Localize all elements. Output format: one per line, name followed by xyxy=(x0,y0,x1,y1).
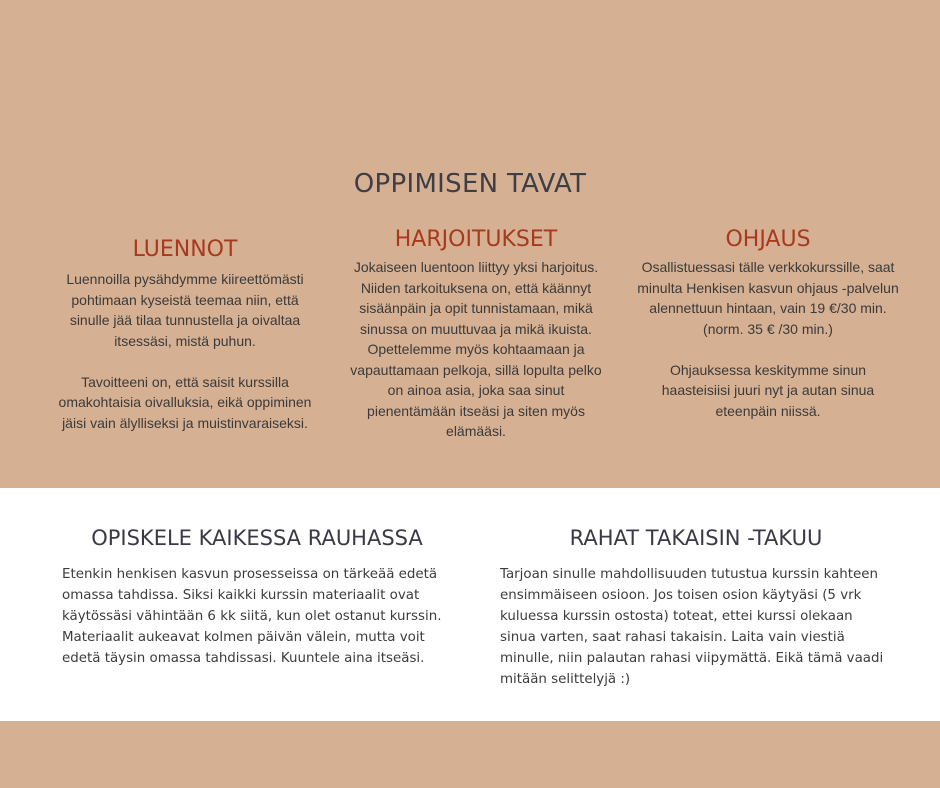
column-title-exercises: HARJOITUKSET xyxy=(394,227,558,252)
study-at-own-pace-title: OPISKELE KAIKESSA RAUHASSA xyxy=(91,526,423,550)
study-at-own-pace-block xyxy=(62,524,462,669)
column-title-lectures: LUENNOT xyxy=(132,237,238,262)
study-at-own-pace-text: Etenkin henkisen kasvun prosesseissa on tärkeää edetä omassa tahdissa. Siksi kaikki kurssin materiaalit ovat käytössäsi vähintään 6 kk siitä, kun olet ostanut kurssin. Materiaalit aukeavat kolmen päivän välein, mutta voit edetä täysin omassa tahdissasi. Kuuntele aina itseäsi. xyxy=(62,567,442,666)
column-guidance xyxy=(626,228,910,421)
column-text-lectures: Luennoilla pysähdymme kiireettömästi pohtimaan kyseistä teemaa niin, että sinulle jää tilaa tunnustella ja oivaltaa itsessäsi, mistä puhun. Tavoitteeni on, että saisit kurssilla omakohtaisia oivalluksia, eikä oppiminen jäisi vain älylliseksi ja muistinvaraiseksi. xyxy=(58,271,312,431)
column-exercises xyxy=(338,228,614,442)
column-text-exercises: Jokaiseen luentoon liittyy yksi harjoitus. Niiden tarkoituksena on, että käännyt sisäänpäin ja opit tunnistamaan, mikä sinussa on muuttuvaa ja mikä ikuista. Opettelemme myös kohtaamaan ja vapauttamaan pelkoja, sillä lopulta pelko on ainoa asia, joka saa sinut pienentämään itseäsi ja siten myös elämääsi. xyxy=(350,259,602,439)
column-title-guidance: OHJAUS xyxy=(725,227,811,252)
section-title: OPPIMISEN TAVAT xyxy=(353,169,587,200)
bottom-band xyxy=(0,721,940,788)
column-text-guidance: Osallistuessasi tälle verkkokurssille, saat minulta Henkisen kasvun ohjaus -palvelun alennettuun hintaan, vain 19 €/30 min. (norm. 35 € /30 min.) Ohjauksessa keskitymme sinun haasteisiisi juuri nyt ja autan sinua eteenpäin niissä. xyxy=(637,259,899,419)
money-back-guarantee-text: Tarjoan sinulle mahdollisuuden tutustua kurssin kahteen ensimmäiseen osioon. Jos toisen osion käytyäsi (5 vrk kuluessa kurssin ostosta) toteat, ettei kurssi olekaan sinua varten, saat rahasi takaisin. Laita vain viestiä minulle, niin palautan rahasi viipymättä. Eikä tämä vaadi mitään selittelyjä :) xyxy=(500,567,884,687)
money-back-guarantee-title: RAHAT TAKAISIN -TAKUU xyxy=(569,526,823,550)
column-lectures xyxy=(46,228,324,433)
info-section xyxy=(0,488,940,721)
money-back-guarantee-block xyxy=(500,524,900,690)
